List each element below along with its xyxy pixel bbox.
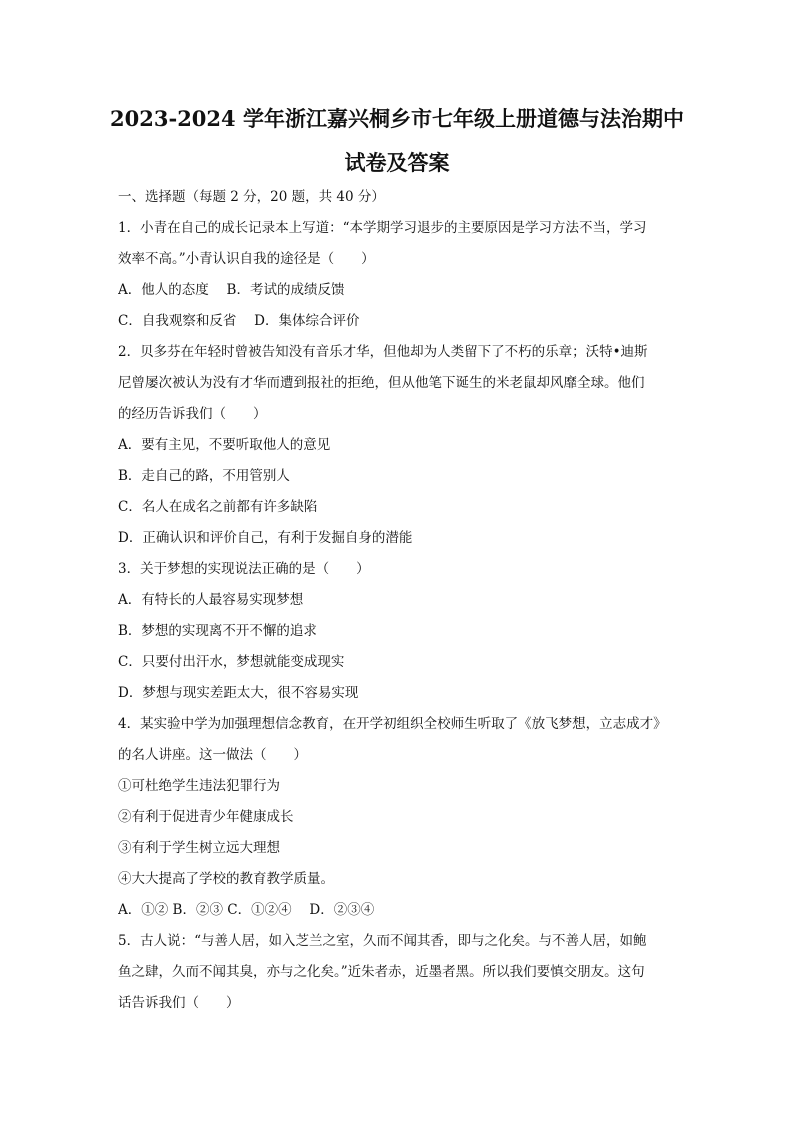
question-4-statement-1: ①可杜绝学生违法犯罪行为 [118, 778, 280, 794]
question-3-option-d: D．梦想与现实差距太大，很不容易实现 [118, 685, 359, 701]
question-2-stem-cont: 尼曾屡次被认为没有才华而遭到报社的拒绝，但从他笔下诞生的米老鼠却风靡全球。他们 [118, 375, 645, 391]
question-3-option-a: A．有特长的人最容易实现梦想 [118, 592, 304, 608]
question-4-statement-3: ③有利于学生树立远大理想 [118, 840, 280, 856]
question-4-stem-cont: 的名人讲座。这一做法（ ） [118, 747, 307, 763]
question-3-option-c: C．只要付出汗水，梦想就能变成现实 [118, 654, 345, 670]
question-1-options-cd: C．自我观察和反省 D．集体综合评价 [118, 313, 360, 329]
question-5-stem-end: 话告诉我们（ ） [118, 995, 240, 1011]
question-5-stem: 5．古人说：“与善人居，如入芝兰之室，久而不闻其香，即与之化矣。与不善人居，如鲍 [118, 933, 647, 949]
question-2-stem: 2．贝多芬在年轻时曾被告知没有音乐才华，但他却为人类留下了不朽的乐章；沃特•迪斯 [118, 344, 648, 360]
section-heading: 一、选择题（每题 2 分，20 题，共 40 分） [118, 189, 385, 205]
question-1-stem-cont: 效率不高。”小青认识自我的途径是（ ） [118, 251, 375, 267]
question-4-statement-2: ②有利于促进青少年健康成长 [118, 809, 294, 825]
document-title-line-1: 2023-2024 学年浙江嘉兴桐乡市七年级上册道德与法治期中 [110, 106, 684, 131]
question-3-option-b: B．梦想的实现离不开不懈的追求 [118, 623, 317, 639]
document-title-line-2: 试卷及答案 [344, 150, 450, 175]
question-4-options: A．①② B．②③ C．①②④ D．②③④ [118, 902, 375, 918]
question-2-stem-end: 的经历告诉我们（ ） [118, 406, 267, 422]
question-2-option-b: B．走自己的路，不用管别人 [118, 468, 290, 484]
question-content [118, 182, 688, 1019]
question-2-option-c: C．名人在成名之前都有许多缺陷 [118, 499, 318, 515]
question-5-stem-cont: 鱼之肆，久而不闻其臭，亦与之化矣。”近朱者赤，近墨者黑。所以我们要慎交朋友。这句 [118, 964, 645, 980]
question-2-option-d: D．正确认识和评价自己，有利于发掘自身的潜能 [118, 530, 413, 546]
question-1-stem: 1．小青在自己的成长记录本上写道：“本学期学习退步的主要原因是学习方法不当，学习 [118, 220, 647, 236]
question-4-stem: 4．某实验中学为加强理想信念教育，在开学初组织全校师生听取了《放飞梦想，立志成才》 [118, 716, 667, 732]
question-2-option-a: A．要有主见，不要听取他人的意见 [118, 437, 331, 453]
question-3-stem: 3．关于梦想的实现说法正确的是（ ） [118, 561, 370, 577]
question-4-statement-4: ④大大提高了学校的教育教学质量。 [118, 871, 334, 887]
question-1-options-ab: A．他人的态度 B．考试的成绩反馈 [118, 282, 345, 298]
